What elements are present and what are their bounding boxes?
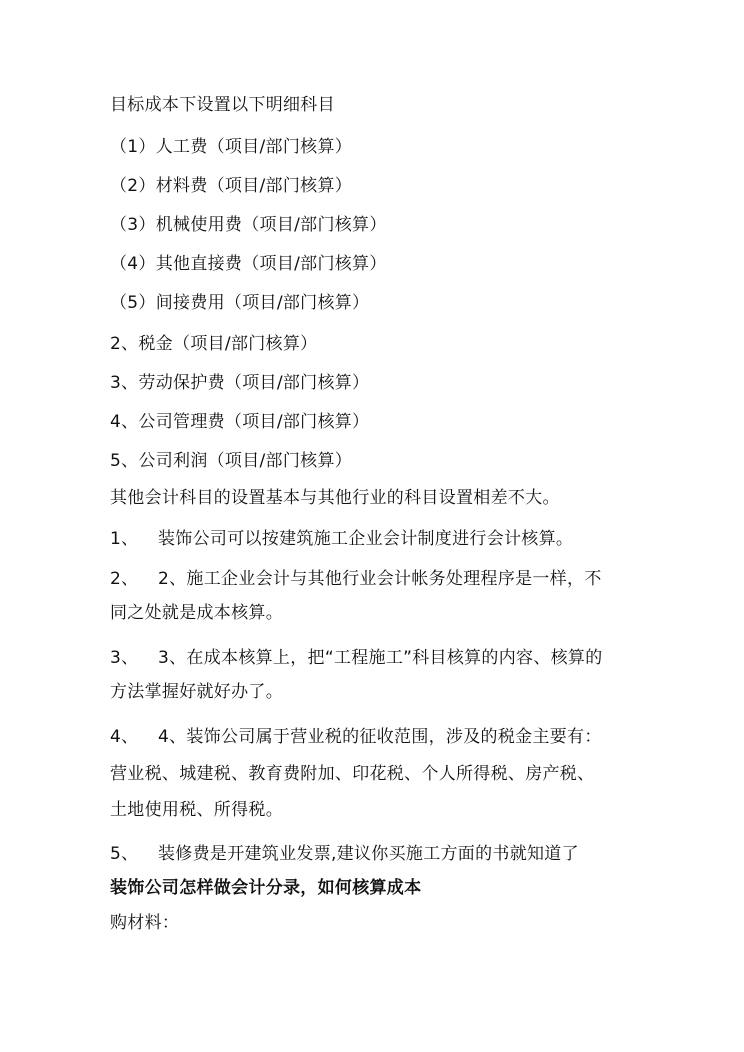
point-2 xyxy=(110,568,602,590)
point-number: 4、 xyxy=(110,727,139,747)
footer-label: 购材料： xyxy=(110,913,180,933)
point-4-continuation-2: 土地使用税、所得税。 xyxy=(110,800,283,820)
sub-item-1: （1）人工费（项目/部门核算） xyxy=(110,137,353,157)
point-text: 2、施工企业会计与其他行业会计帐务处理程序是一样，不 xyxy=(158,569,602,589)
point-1 xyxy=(110,528,573,550)
point-number: 1、 xyxy=(110,529,139,549)
point-text: 4、装饰公司属于营业税的征收范围，涉及的税金主要有： xyxy=(158,727,602,747)
main-item-2: 2、税金（项目/部门核算） xyxy=(110,334,318,354)
point-2-continuation: 同之处就是成本核算。 xyxy=(110,603,283,623)
point-number: 2、 xyxy=(110,569,139,589)
summary-text: 其他会计科目的设置基本与其他行业的科目设置相差不大。 xyxy=(110,488,560,508)
point-4 xyxy=(110,726,602,748)
sub-item-5: （5）间接费用（项目/部门核算） xyxy=(110,293,370,313)
point-text: 装修费是开建筑业发票,建议你买施工方面的书就知道了 xyxy=(158,844,579,864)
point-text: 装饰公司可以按建筑施工企业会计制度进行会计核算。 xyxy=(158,529,574,549)
point-4-continuation-1: 营业税、城建税、教育费附加、印花税、个人所得税、房产税、 xyxy=(110,764,595,784)
point-5 xyxy=(110,843,579,865)
point-3 xyxy=(110,647,603,669)
section-heading: 装饰公司怎样做会计分录，如何核算成本 xyxy=(110,878,422,898)
point-number: 5、 xyxy=(110,844,139,864)
main-item-3: 3、劳动保护费（项目/部门核算） xyxy=(110,373,370,393)
main-item-4: 4、公司管理费（项目/部门核算） xyxy=(110,412,370,432)
intro-text: 目标成本下设置以下明细科目 xyxy=(110,95,335,115)
main-item-5: 5、公司利润（项目/部门核算） xyxy=(110,451,353,471)
sub-item-3: （3）机械使用费（项目/部门核算） xyxy=(110,215,387,235)
point-3-continuation: 方法掌握好就好办了。 xyxy=(110,682,283,702)
sub-item-2: （2）材料费（项目/部门核算） xyxy=(110,176,353,196)
sub-item-4: （4）其他直接费（项目/部门核算） xyxy=(110,254,387,274)
point-number: 3、 xyxy=(110,648,139,668)
point-text: 3、在成本核算上，把“工程施工”科目核算的内容、核算的 xyxy=(158,648,603,668)
